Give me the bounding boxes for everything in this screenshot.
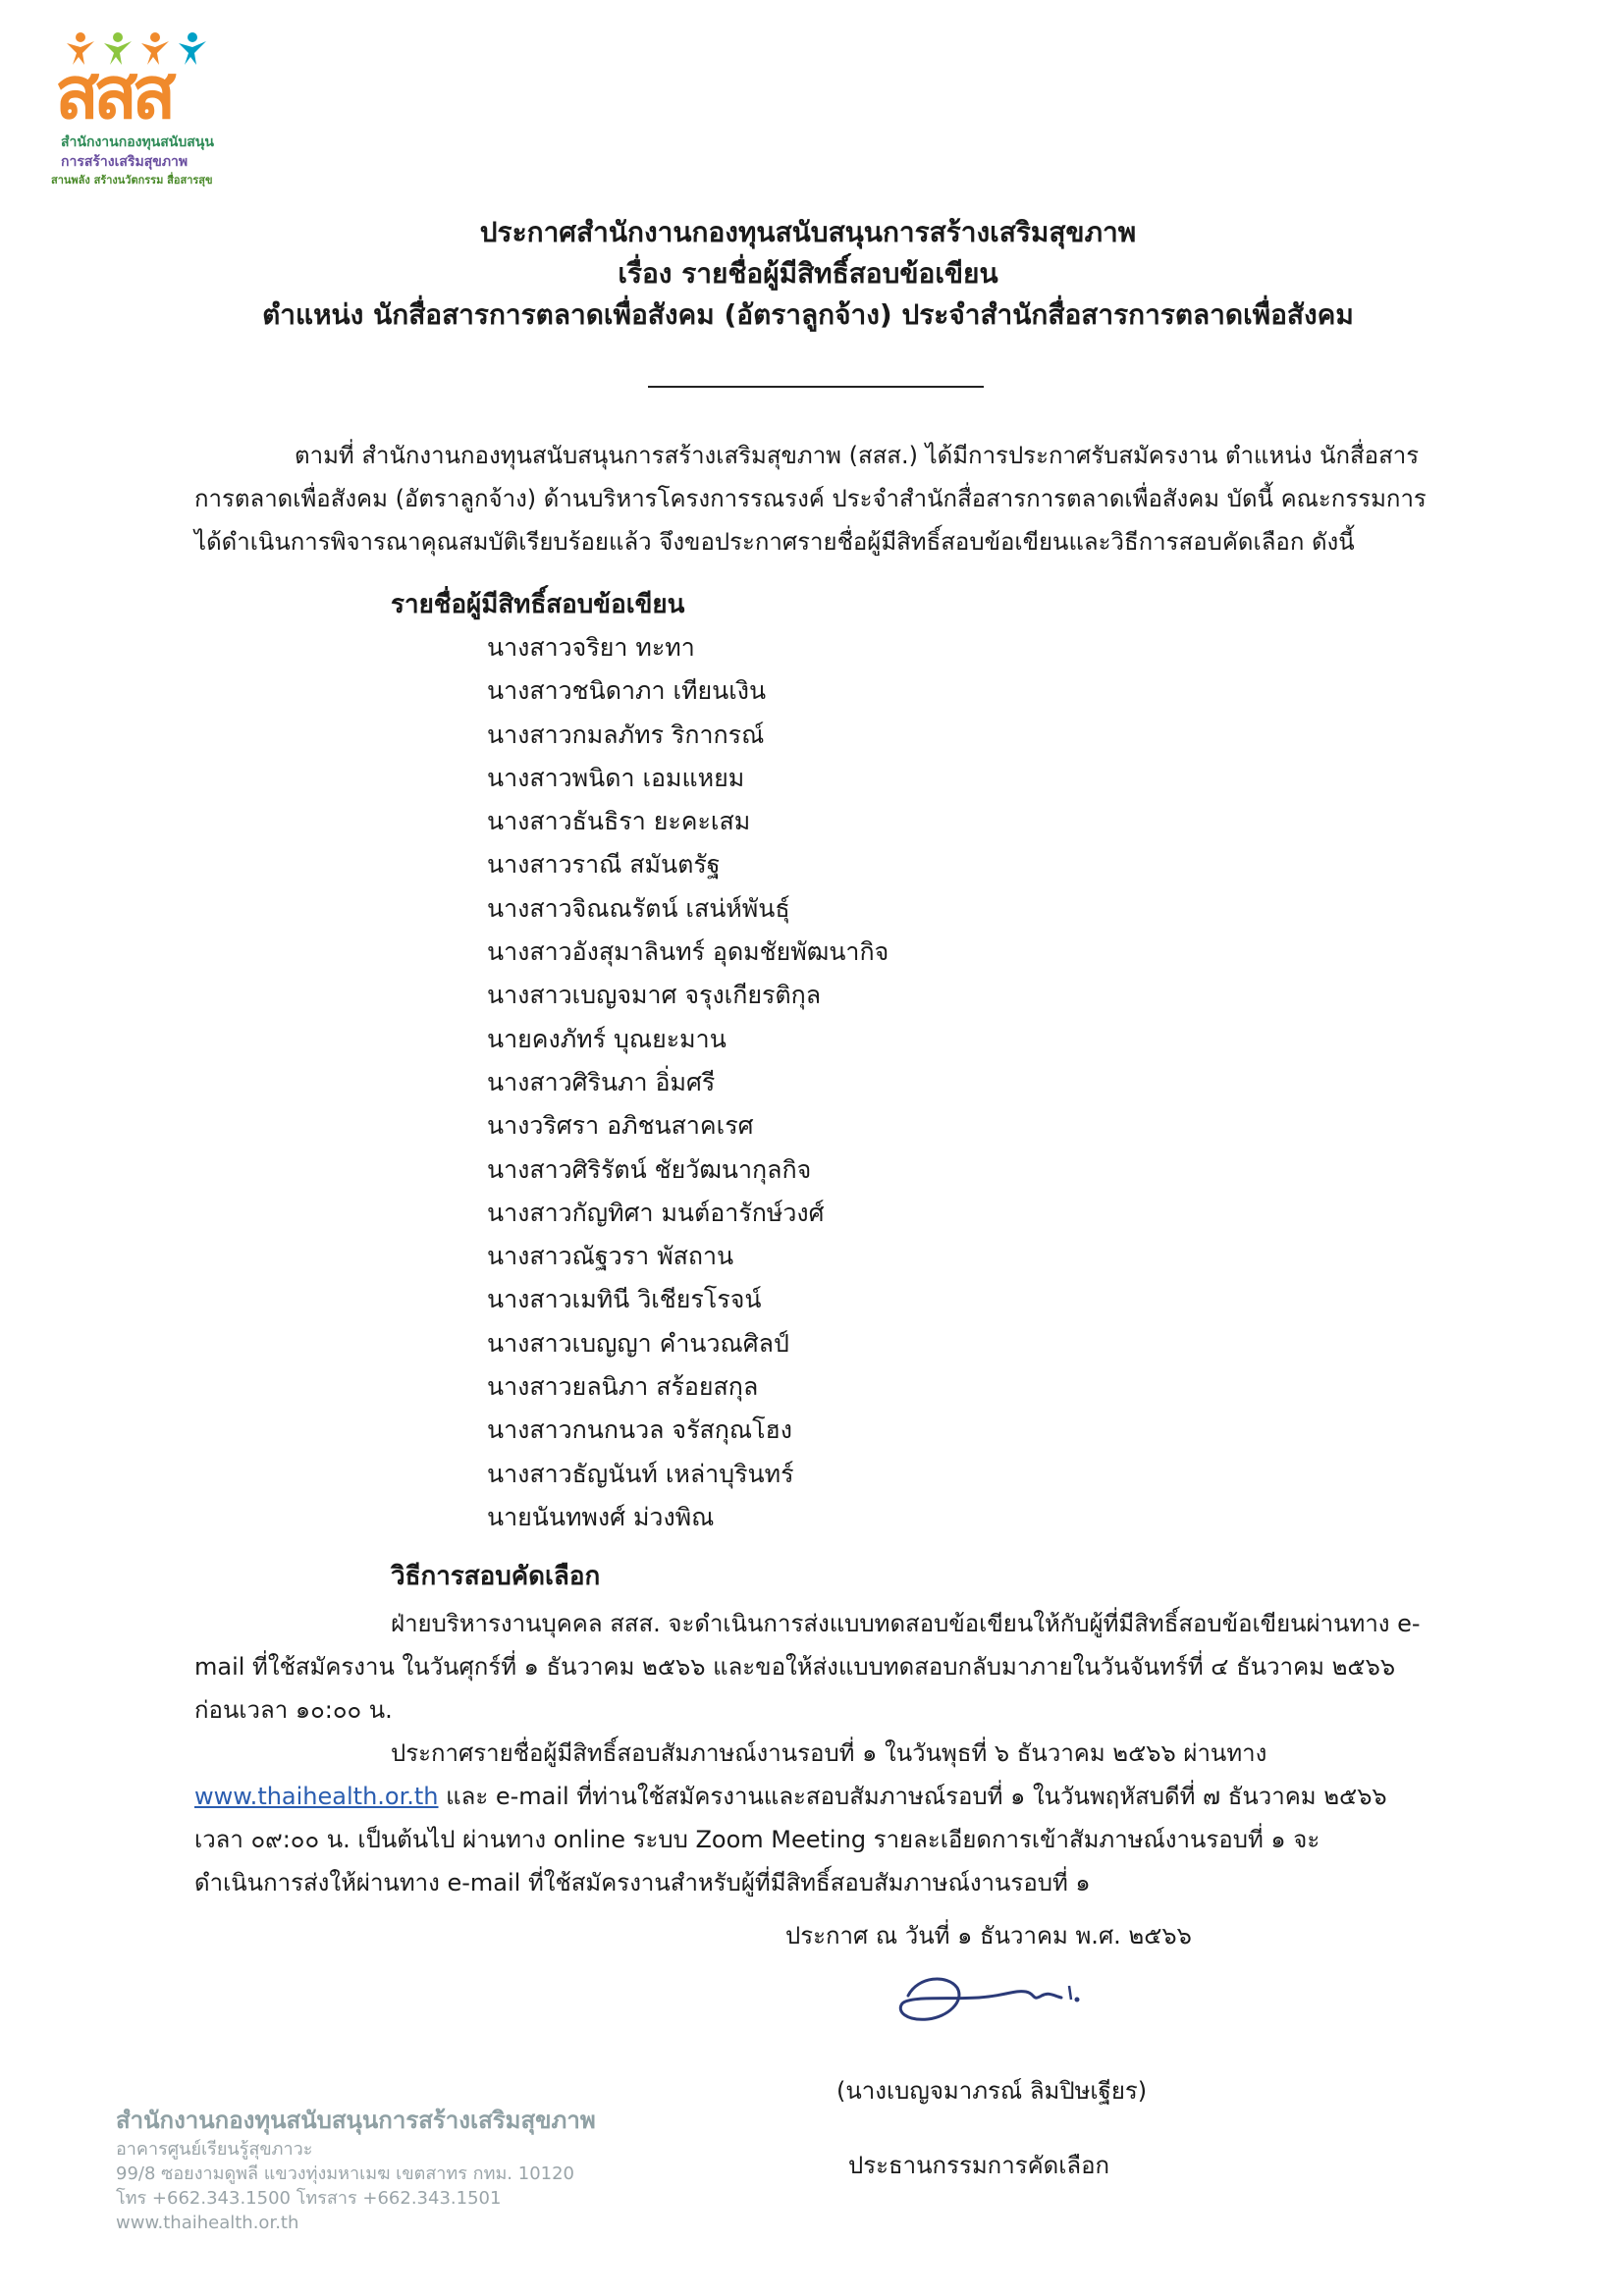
method-p1-line-3: ก่อนเวลา ๑๐:๐๐ น. bbox=[194, 1696, 393, 1724]
candidate-name: นางสาวกนกนวล จรัสกุณโฮง bbox=[487, 1415, 792, 1445]
candidate-name: นางสาวศิรินภา อิ่มศรี bbox=[487, 1067, 716, 1096]
footer-address: 99/8 ซอยงามดูพลี แขวงทุ่งมหาเมฆ เขตสาทร กทม. 10120 bbox=[116, 2163, 575, 2184]
candidates-title: รายชื่อผู้มีสิทธิ์สอบข้อเขียน bbox=[391, 590, 685, 619]
header-divider bbox=[648, 386, 984, 388]
announcement-date: ประกาศ ณ วันที่ ๑ ธันวาคม พ.ศ. ๒๕๖๖ bbox=[785, 1922, 1192, 1949]
candidate-name: นายนันทพงศ์ ม่วงพิณ bbox=[487, 1502, 715, 1531]
announcement-header bbox=[0, 212, 1616, 336]
logo-mark: สสส bbox=[55, 51, 171, 135]
footer-website: www.thaihealth.or.th bbox=[116, 2213, 299, 2233]
footer-org-name: สำนักงานกองทุนสนับสนุนการสร้างเสริมสุขภาพ bbox=[116, 2107, 596, 2134]
candidate-name: นางสาวจริยา ทะทา bbox=[487, 633, 695, 662]
candidate-name: นางสาวจิณณรัตน์ เสน่ห์พันธุ์ bbox=[487, 893, 790, 923]
candidate-name: นายคงภัทร์ บุณยะมาน bbox=[487, 1024, 727, 1053]
signer-title: ประธานกรรมการคัดเลือก bbox=[848, 2152, 1110, 2179]
method-p2-line-4: ดำเนินการส่งให้ผ่านทาง e-mail ที่ใช้สมัครงานสำหรับผู้ที่มีสิทธิ์สอบสัมภาษณ์งานรอบที่ ๑ bbox=[194, 1869, 1091, 1896]
header-line-2: เรื่อง รายชื่อผู้มีสิทธิ์สอบข้อเขียน bbox=[618, 257, 998, 290]
candidate-name: นางสาวเบญจมาศ จรุงเกียรติกุล bbox=[487, 981, 822, 1010]
thaihealth-logo bbox=[49, 29, 245, 187]
handwritten-signature bbox=[889, 1956, 1104, 2045]
logo-org-line1: สำนักงานกองทุนสนับสนุน bbox=[61, 134, 214, 150]
method-p2-line-2-text: และ e-mail ที่ท่านใช้สมัครงานและสอบสัมภาษณ์รอบที่ ๑ ในวันพฤหัสบดีที่ ๗ ธันวาคม ๒๕๖๖ bbox=[438, 1783, 1387, 1810]
header-line-3: ตำแหน่ง นักสื่อสารการตลาดเพื่อสังคม (อัตราลูกจ้าง) ประจำสำนักสื่อสารการตลาดเพื่อสังคม bbox=[262, 298, 1354, 331]
candidate-name: นางสาวยลนิภา สร้อยสกุล bbox=[487, 1372, 759, 1402]
header-line-1: ประกาศสำนักงานกองทุนสนับสนุนการสร้างเสริมสุขภาพ bbox=[479, 216, 1137, 248]
intro-line-2: การตลาดเพื่อสังคม (อัตราลูกจ้าง) ด้านบริหารโครงการรณรงค์ ประจำสำนักสื่อสารการตลาดเพื่อสังคม บัดนี้ คณะกรรมการ bbox=[194, 485, 1427, 512]
thaihealth-website-link[interactable]: www.thaihealth.or.th bbox=[194, 1783, 439, 1810]
footer-phone: โทร +662.343.1500 โทรสาร +662.343.1501 bbox=[116, 2188, 502, 2209]
method-p1-line-2: mail ที่ใช้สมัครงาน ในวันศุกร์ที่ ๑ ธันวาคม ๒๕๖๖ และขอให้ส่งแบบทดสอบกลับมาภายในวันจันทร์ที่ ๔ ธันวาคม ๒๕๖๖ bbox=[194, 1653, 1396, 1681]
method-p2-line-2 bbox=[194, 1775, 1387, 1818]
candidate-name: นางสาวณัฐวรา พัสถาน bbox=[487, 1242, 734, 1271]
candidate-list bbox=[487, 626, 889, 1539]
signer-name: (นางเบญจมาภรณ์ ลิมปิษเฐียร) bbox=[836, 2077, 1148, 2105]
logo-slogan: สานพลัง สร้างนวัตกรรม สื่อสารสุข bbox=[51, 174, 213, 187]
intro-line-3: ได้ดำเนินการพิจารณาคุณสมบัติเรียบร้อยแล้ว จึงขอประกาศรายชื่อผู้มีสิทธิ์สอบข้อเขียนและวิธีการสอบคัดเลือก ดังนี้ bbox=[194, 528, 1355, 556]
candidate-name: นางสาวกัญทิศา มนต์อารักษ์วงศ์ bbox=[487, 1198, 825, 1227]
candidate-name: นางสาวธัญนันท์ เหล่าบุรินทร์ bbox=[487, 1459, 794, 1488]
logo-org-line2: การสร้างเสริมสุขภาพ bbox=[61, 154, 189, 170]
candidate-name: นางสาวเบญญา คำนวณศิลป์ bbox=[487, 1328, 789, 1358]
method-p2-line-1: ประกาศรายชื่อผู้มีสิทธิ์สอบสัมภาษณ์งานรอบที่ ๑ ในวันพุธที่ ๖ ธันวาคม ๒๕๖๖ ผ่านทาง bbox=[391, 1739, 1267, 1767]
method-p1-line-1: ฝ่ายบริหารงานบุคคล สสส. จะดำเนินการส่งแบบทดสอบข้อเขียนให้กับผู้ที่มีสิทธิ์สอบข้อเขียนผ่านทาง e- bbox=[391, 1610, 1421, 1637]
candidate-name: นางสาวเมทินี วิเชียรโรจน์ bbox=[487, 1285, 762, 1314]
candidate-name: นางสาวราณี สมันตรัฐ bbox=[487, 850, 721, 880]
footer-building: อาคารศูนย์เรียนรู้สุขภาวะ bbox=[116, 2139, 313, 2160]
intro-line-1: ตามที่ สำนักงานกองทุนสนับสนุนการสร้างเสริมสุขภาพ (สสส.) ได้มีการประกาศรับสมัครงาน ตำแหน่ง นักสื่อสาร bbox=[295, 442, 1420, 469]
footer-address-block bbox=[116, 2104, 596, 2235]
candidate-name: นางสาวชนิดาภา เทียนเงิน bbox=[487, 676, 767, 706]
candidate-name: นางสาวอังสุมาลินทร์ อุดมชัยพัฒนากิจ bbox=[487, 937, 889, 967]
candidate-name: นางสาวพนิดา เอมแหยม bbox=[487, 763, 745, 792]
candidate-name: นางสาวศิริรัตน์ ชัยวัฒนากุลกิจ bbox=[487, 1154, 812, 1184]
candidate-name: นางสาวกมลภัทร ริกากรณ์ bbox=[487, 720, 765, 749]
candidate-name: นางสาวธันธิรา ยะคะเสม bbox=[487, 807, 751, 836]
method-title: วิธีการสอบคัดเลือก bbox=[391, 1562, 601, 1591]
method-p2-line-3: เวลา ๐๙:๐๐ น. เป็นต้นไป ผ่านทาง online ระบบ Zoom Meeting รายละเอียดการเข้าสัมภาษณ์งานรอบที่ ๑ จะ bbox=[194, 1826, 1320, 1853]
candidate-name: นางวริศรา อภิชนสาคเรศ bbox=[487, 1111, 754, 1141]
